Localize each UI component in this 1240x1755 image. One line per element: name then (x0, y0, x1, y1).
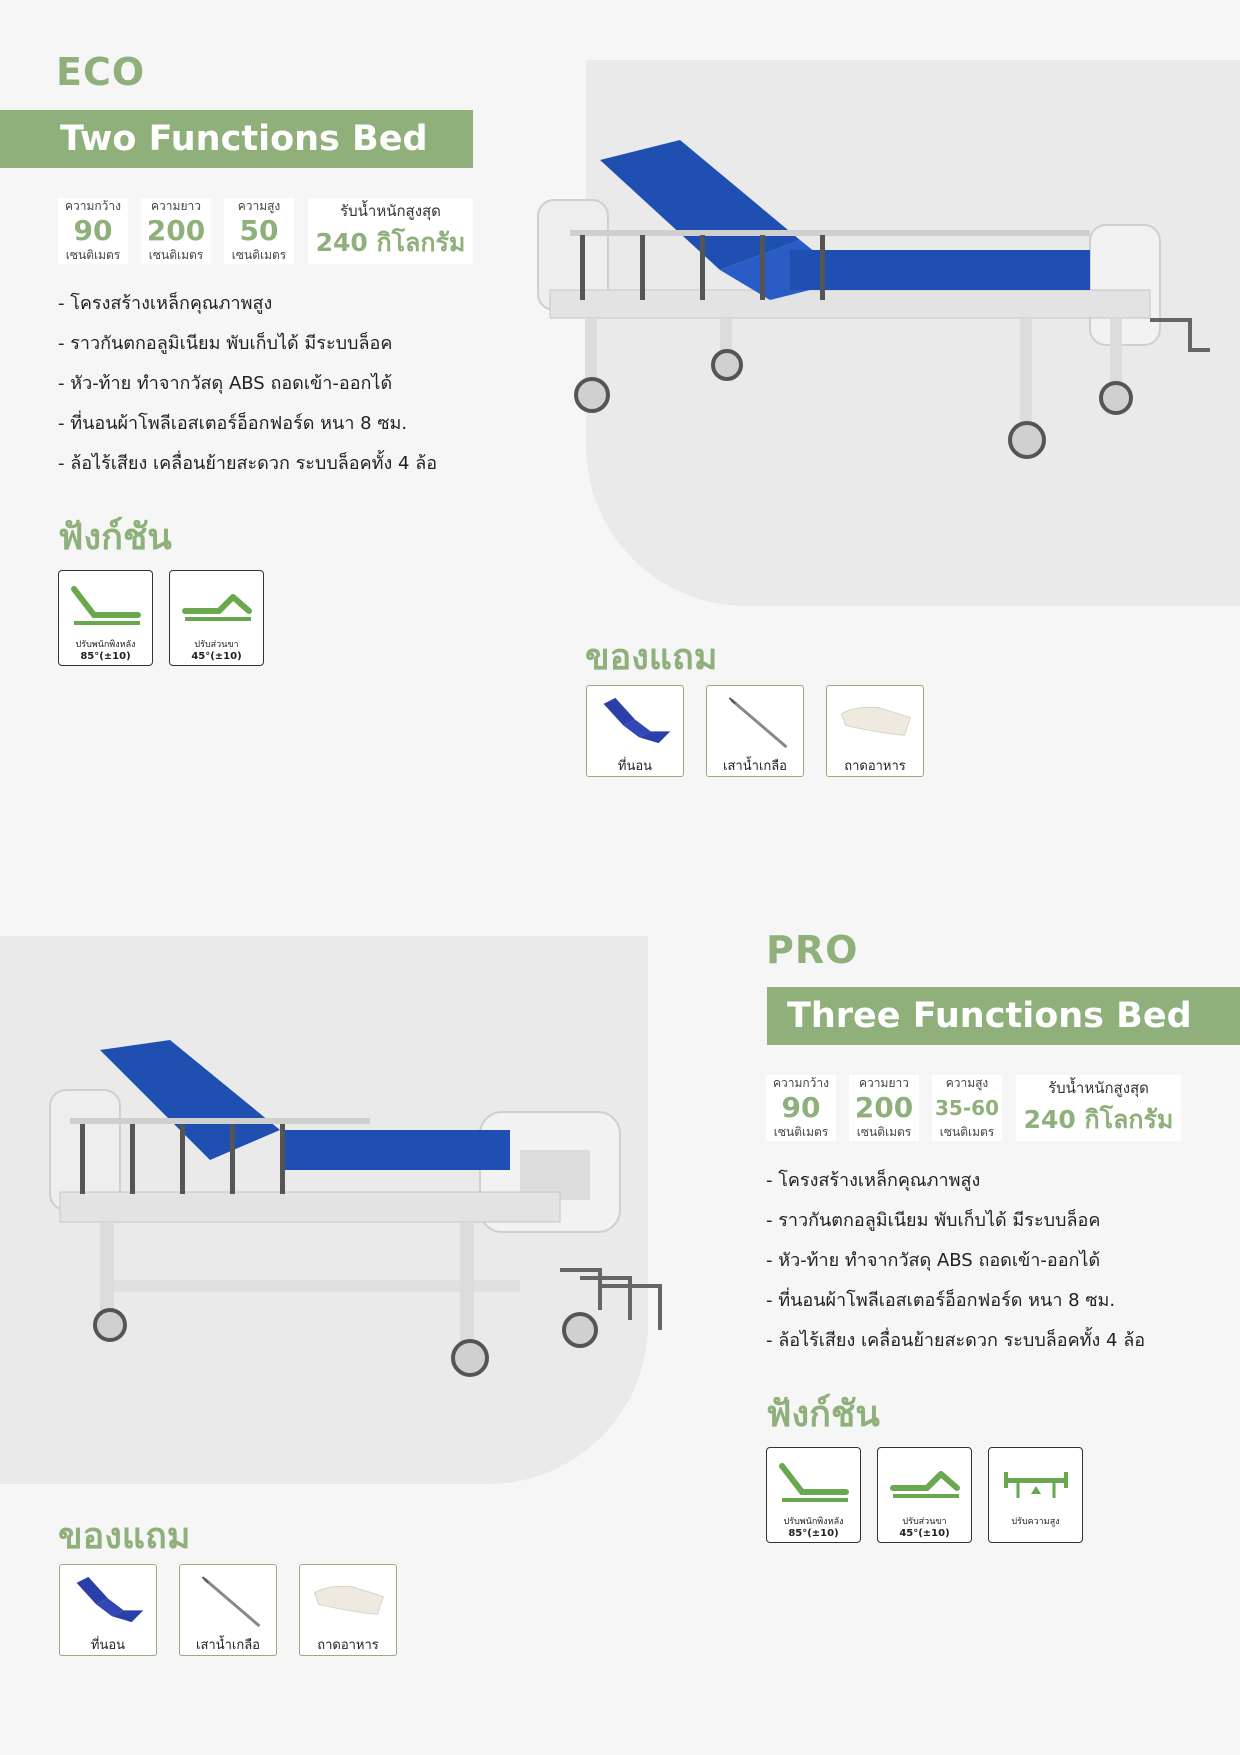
function-label: ปรับส่วนขา (194, 640, 239, 650)
list-item: - หัว-ท้าย ทำจากวัสดุ ABS ถอดเข้า-ออกได้ (58, 373, 393, 394)
eco-spec-width (58, 198, 128, 264)
pro-title-banner: Three Functions Bed (767, 987, 1240, 1045)
list-item: - โครงสร้างเหล็กคุณภาพสูง (58, 293, 273, 314)
spec-unit: เซนติเมตร (65, 248, 121, 262)
pro-gifts-heading: ของแถม (58, 1516, 191, 1557)
backrest-icon (68, 581, 144, 631)
eco-feature-list (58, 284, 498, 484)
spec-value: 50 (239, 214, 279, 247)
function-degree: 85°(±10) (788, 1528, 839, 1539)
spec-label: ความสูง (945, 1076, 989, 1090)
list-item: - ล้อไร้เสียง เคลื่อนย้ายสะดวก ระบบล็อคทั้ง 4 ล้อ (766, 1330, 1146, 1351)
eco-title-banner: Two Functions Bed (0, 110, 473, 168)
list-item: - ราวกันตกอลูมิเนียม พับเก็บได้ มีระบบล็อค (58, 333, 393, 354)
list-item: - ที่นอนผ้าโพลีเอสเตอร์อ็อกฟอร์ด หนา 8 ซม. (766, 1290, 1116, 1311)
pro-spec-height (932, 1075, 1002, 1141)
eco-function-backrest (58, 570, 153, 666)
eco-gifts-heading: ของแถม (585, 637, 718, 678)
gift-label: เสาน้ำเกลือ (723, 759, 787, 774)
max-load-value: 240 กิโลกรัม (1023, 1105, 1174, 1134)
eco-functions-heading: ฟังก์ชัน (58, 517, 172, 558)
function-degree: 85°(±10) (80, 651, 131, 662)
spec-value: 90 (781, 1091, 821, 1124)
knee-icon (887, 1458, 963, 1508)
pro-gift-iv-pole (179, 1564, 277, 1656)
iv-pole-icon (715, 694, 795, 749)
spec-label: ความกว้าง (772, 1076, 829, 1090)
eco-function-knee (169, 570, 264, 666)
spec-label: ความยาว (859, 1076, 909, 1090)
pro-function-backrest (766, 1447, 861, 1543)
spec-label: ความกว้าง (64, 199, 121, 213)
pro-spec-width (766, 1075, 836, 1141)
function-label: ปรับส่วนขา (902, 1517, 947, 1527)
spec-label: ความยาว (151, 199, 201, 213)
pro-spec-length (849, 1075, 919, 1141)
height-icon (998, 1458, 1074, 1508)
eco-spec-height (224, 198, 294, 264)
max-load-label: รับน้ำหนักสูงสุด (1048, 1079, 1149, 1097)
spec-unit: เซนติเมตร (856, 1125, 912, 1139)
spec-label: ความสูง (237, 199, 281, 213)
food-tray-icon (308, 1573, 388, 1628)
spec-unit: เซนติเมตร (231, 248, 287, 262)
mattress-icon (595, 694, 675, 749)
eco-spec-max-load (308, 198, 473, 264)
mattress-icon (68, 1573, 148, 1628)
list-item: - โครงสร้างเหล็กคุณภาพสูง (766, 1170, 981, 1191)
knee-icon (179, 581, 255, 631)
backrest-icon (776, 1458, 852, 1508)
function-label: ปรับพนักพิงหลัง (75, 640, 136, 650)
gift-label: ที่นอน (90, 1638, 126, 1653)
pro-spec-max-load (1016, 1075, 1181, 1141)
max-load-label: รับน้ำหนักสูงสุด (340, 202, 441, 220)
eco-gift-iv-pole (706, 685, 804, 777)
list-item: - หัว-ท้าย ทำจากวัสดุ ABS ถอดเข้า-ออกได้ (766, 1250, 1101, 1271)
pro-function-height (988, 1447, 1083, 1543)
spec-value: 200 (146, 214, 206, 247)
gift-label: ที่นอน (617, 759, 653, 774)
spec-value: 200 (854, 1091, 914, 1124)
spec-unit: เซนติเมตร (148, 248, 204, 262)
function-label: ปรับความสูง (1011, 1517, 1060, 1527)
eco-bed-image (530, 130, 1230, 530)
gift-label: เสาน้ำเกลือ (196, 1638, 260, 1653)
gift-label: ถาดอาหาร (844, 759, 906, 774)
pro-function-knee (877, 1447, 972, 1543)
list-item: - ที่นอนผ้าโพลีเอสเตอร์อ็อกฟอร์ด หนา 8 ซม. (58, 413, 408, 434)
pro-gift-mattress (59, 1564, 157, 1656)
pro-feature-list (766, 1161, 1226, 1361)
pro-bed-image (40, 1040, 700, 1420)
function-label: ปรับพนักพิงหลัง (783, 1517, 844, 1527)
pro-grade: PRO (766, 928, 859, 972)
eco-spec-length (141, 198, 211, 264)
list-item: - ราวกันตกอลูมิเนียม พับเก็บได้ มีระบบล็อค (766, 1210, 1101, 1231)
spec-value: 90 (73, 214, 113, 247)
food-tray-icon (835, 694, 915, 749)
eco-gift-mattress (586, 685, 684, 777)
function-degree: 45°(±10) (191, 651, 242, 662)
pro-functions-heading: ฟังก์ชัน (766, 1394, 880, 1435)
list-item: - ล้อไร้เสียง เคลื่อนย้ายสะดวก ระบบล็อคทั้ง 4 ล้อ (58, 453, 438, 474)
spec-unit: เซนติเมตร (939, 1125, 995, 1139)
spec-unit: เซนติเมตร (773, 1125, 829, 1139)
iv-pole-icon (188, 1573, 268, 1628)
pro-gift-food-tray (299, 1564, 397, 1656)
spec-value: 35-60 (935, 1096, 999, 1120)
gift-label: ถาดอาหาร (317, 1638, 379, 1653)
eco-grade: ECO (56, 50, 146, 94)
max-load-value: 240 กิโลกรัม (315, 228, 466, 257)
eco-gift-food-tray (826, 685, 924, 777)
function-degree: 45°(±10) (899, 1528, 950, 1539)
